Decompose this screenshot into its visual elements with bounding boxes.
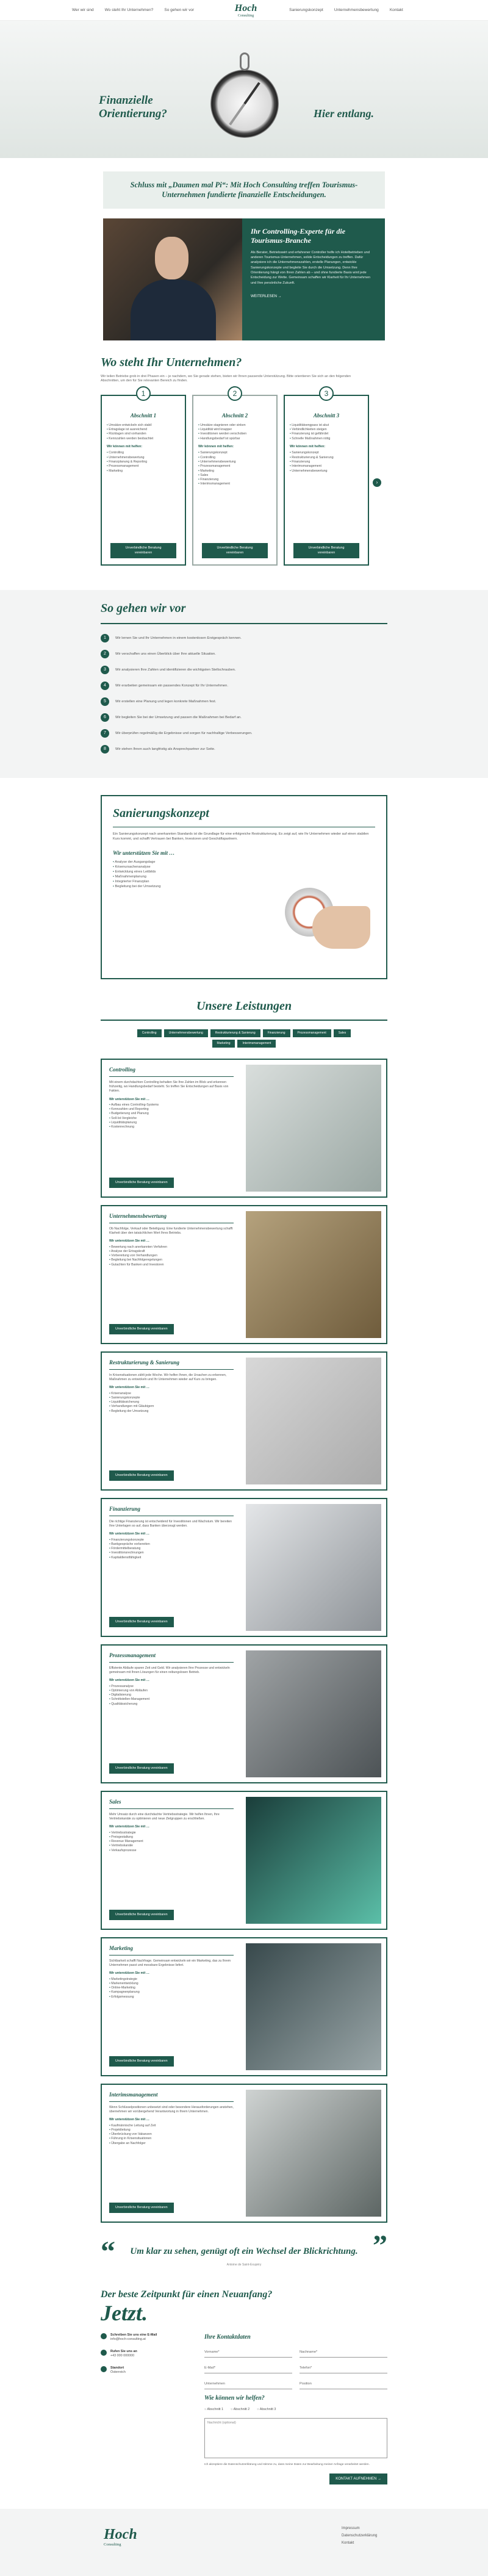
photo-body xyxy=(131,279,216,340)
phase-item: • Finanzierung ist gefährdet xyxy=(290,432,363,436)
service-tag[interactable]: Unternehmensbewertung xyxy=(164,1029,208,1037)
service-item: • Fördermittelberatung xyxy=(109,1547,234,1551)
contact-form xyxy=(204,2333,387,2485)
nav-item[interactable]: Kontakt xyxy=(389,7,403,12)
service-card-valuation xyxy=(101,1205,387,1344)
phase-consult-button[interactable]: Unverbindliche Beratung vereinbaren xyxy=(110,543,176,558)
phase-number: 1 xyxy=(136,386,151,401)
hero-headline xyxy=(99,94,167,121)
phase-help-item: • Finanzplanung & Reporting xyxy=(107,460,180,464)
service-item: • Kampagnenplanung xyxy=(109,1990,234,1995)
phase-item: • Ertragslage ist ausreichend xyxy=(107,428,180,432)
service-list xyxy=(109,1392,234,1414)
concept-subtitle: Wir unterstützen Sie mit … xyxy=(113,849,175,856)
phase-help-item: • Interimsmanagement xyxy=(290,464,363,469)
photo-head xyxy=(155,237,188,279)
phase-item: • Liquiditätsengpass ist akut xyxy=(290,423,363,428)
process-step xyxy=(101,634,387,642)
service-tag[interactable]: Finanzierung xyxy=(263,1029,290,1037)
phase-items xyxy=(107,423,180,441)
divider xyxy=(101,1020,387,1021)
nav-item[interactable]: Unternehmensbewertung xyxy=(334,7,379,12)
contact-phone[interactable] xyxy=(101,2350,186,2359)
service-consult-button[interactable]: Unverbindliche Beratung vereinbaren xyxy=(109,1910,174,1920)
divider xyxy=(109,2101,234,2102)
process-step xyxy=(101,729,387,738)
phase-number: 3 xyxy=(319,386,334,401)
service-item: • Vorbereitung von Verhandlungen xyxy=(109,1254,234,1258)
phase-item: • Kennzahlen werden beobachtet xyxy=(107,437,180,441)
phase-card-3 xyxy=(284,389,378,566)
phase-item: • Umsätze stagnieren oder sinken xyxy=(198,423,271,428)
concept-item: • Entwicklung eines Leitbilds xyxy=(113,870,259,875)
email-field[interactable]: E-Mail* xyxy=(204,2362,292,2373)
service-item: • Liquiditätssicherung xyxy=(109,1400,234,1405)
service-tag[interactable]: Marketing xyxy=(212,1040,235,1048)
contact-email[interactable] xyxy=(101,2333,186,2342)
location-icon xyxy=(101,2366,107,2372)
service-item: • Überbrückung von Vakanzen xyxy=(109,2132,234,2137)
footer-link[interactable]: Kontakt xyxy=(342,2541,354,2545)
service-item: • Optimierung von Abläufen xyxy=(109,1689,234,1693)
service-item: • Gutachten für Banken und Investoren xyxy=(109,1263,234,1267)
process-step xyxy=(101,682,387,690)
concept-item: • Maßnahmenplanung xyxy=(113,875,259,880)
service-item: • Vertriebsstrategie xyxy=(109,1831,234,1835)
service-item: • Kaufmännische Leitung auf Zeit xyxy=(109,2124,234,2128)
contact-info xyxy=(101,2333,186,2485)
phase-item: • Rücklagen sind vorhanden xyxy=(107,432,180,436)
service-item: • Schnittstellen-Management xyxy=(109,1697,234,1702)
contact-title-now: Jetzt. xyxy=(101,2301,148,2326)
service-desc: Die richtige Finanzierung ist entscheidend für Investitionen und Wachstum. Wir bereiten Ihre Unterlagen so auf, dass Banken überzeugt werden. xyxy=(109,1519,232,1528)
site-logo[interactable] xyxy=(234,4,258,18)
service-desc: In Krisensituationen zählt jede Woche. Wir helfen Ihnen, die Ursachen zu erkennen, Maßnahmen zu entwickeln und Ihr Unternehmen wieder auf Kurs zu bringen. xyxy=(109,1373,227,1382)
service-item: • Projektleitung xyxy=(109,2128,234,2132)
service-title: Sales xyxy=(109,1799,121,1805)
service-item: • Bewertung nach anerkannten Verfahren xyxy=(109,1245,234,1250)
process-title: So gehen wir vor xyxy=(101,602,186,616)
service-tag[interactable]: Controlling xyxy=(137,1029,162,1037)
service-list xyxy=(109,2124,234,2146)
phase-title: Abschnitt 1 xyxy=(130,412,157,419)
process-step-text: Wir analysieren Ihre Zahlen und identifizieren die wichtigsten Stellschrauben. xyxy=(115,668,236,672)
phase-help-list xyxy=(198,451,271,486)
hero-section xyxy=(0,21,488,158)
hero-line-2: Orientierung? xyxy=(99,107,167,120)
phase-help-item: • Sanierungskonzept xyxy=(290,451,363,455)
step-number-icon: 4 xyxy=(101,682,109,690)
phase-number: 2 xyxy=(228,386,242,401)
phase-radio[interactable]: ○ Abschnitt 2 xyxy=(231,2408,249,2412)
divider xyxy=(109,1662,234,1663)
phase-help-item: • Sanierungskonzept xyxy=(198,451,271,455)
phase-help-list xyxy=(290,451,363,473)
quote-author: Antoine de Saint-Exupéry xyxy=(226,2262,262,2267)
service-consult-button[interactable]: Unverbindliche Beratung vereinbaren xyxy=(109,1324,174,1334)
phase-help-item: • Controlling xyxy=(107,451,180,455)
concept-item: • Krisenursachenanalyse xyxy=(113,865,259,870)
service-image xyxy=(246,1211,381,1338)
hero-line-1: Finanzielle xyxy=(99,94,153,107)
service-sub: Wir unterstützen Sie mit … xyxy=(109,1239,149,1243)
service-item: • Erfolgsmessung xyxy=(109,1995,234,1999)
nav-item[interactable]: Sanierungskonzept xyxy=(289,7,323,12)
service-sub: Wir unterstützen Sie mit … xyxy=(109,1532,149,1536)
expert-section xyxy=(103,218,385,340)
position-title: Wo steht Ihr Unternehmen? xyxy=(101,355,242,369)
process-step xyxy=(101,745,387,754)
form-title: Ihre Kontaktdaten xyxy=(204,2333,251,2340)
service-item: • Begleitung bei Nachfolgeregelungen xyxy=(109,1258,234,1262)
service-list xyxy=(109,1685,234,1707)
service-image xyxy=(246,1943,381,2070)
closing-quote-text: Um klar zu sehen, genügt oft ein Wechsel der Blickrichtung. xyxy=(130,2247,358,2257)
service-image xyxy=(246,1650,381,1777)
hand-shape xyxy=(312,906,370,949)
phase-help-item: • Finanzierung xyxy=(198,478,271,482)
phase-help-item: • Restrukturierung & Sanierung xyxy=(290,456,363,460)
expert-box xyxy=(242,218,385,340)
phase-help-item: • Marketing xyxy=(198,469,271,473)
service-consult-button[interactable]: Unverbindliche Beratung vereinbaren xyxy=(109,1763,174,1774)
compass-ring xyxy=(240,52,249,71)
concept-text: Ein Sanierungskonzept nach anerkannten Standards ist die Grundlage für eine erfolgreiche Restrukturierung. Es zeigt auf, wie Ihr Unternehmen wieder auf einen stabilen Kurs kommt, und schafft Vertrauen bei Banken, Investoren und Geschäftspartnern. xyxy=(113,832,369,841)
step-number-icon: 2 xyxy=(101,650,109,658)
step-number-icon: 6 xyxy=(101,713,109,722)
service-title: Marketing xyxy=(109,1945,134,1952)
process-step-text: Wir verschaffen uns einen Überblick über Ihre aktuelle Situation. xyxy=(115,652,216,657)
concept-item: • Begleitung bei der Umsetzung xyxy=(113,885,259,890)
service-desc: Mehr Umsatz durch eine durchdachte Vertriebsstrategie. Wir helfen Ihnen, Ihre Vertriebskanäle zu optimieren und neue Zielgruppen zu erschließen. xyxy=(109,1812,220,1821)
phase-title: Abschnitt 3 xyxy=(313,412,340,419)
phase-help-item: • Prozessmanagement xyxy=(198,464,271,469)
process-step xyxy=(101,713,387,722)
phase-item: • Handlungsbedarf ist spürbar xyxy=(198,437,271,441)
service-sub: Wir unterstützen Sie mit … xyxy=(109,1971,149,1976)
phase-help-item: • Unternehmensbewertung xyxy=(198,460,271,464)
phase-help-item: • Marketing xyxy=(107,469,180,473)
service-item: • Qualitätssicherung xyxy=(109,1702,234,1707)
concept-item: • Integrierter Finanzplan xyxy=(113,880,259,885)
service-item: • Finanzierungskonzepte xyxy=(109,1538,234,1542)
service-title: Controlling xyxy=(109,1067,136,1073)
nav-item[interactable]: So gehen wir vor xyxy=(164,7,195,12)
phase-help-item: • Interimsmanagement xyxy=(198,482,271,486)
phase-help-item: • Controlling xyxy=(198,456,271,460)
footer-link[interactable]: Impressum xyxy=(342,2527,360,2531)
step-number-icon: 5 xyxy=(101,697,109,706)
service-tag[interactable]: Prozessmanagement xyxy=(293,1029,331,1037)
service-desc: Sichtbarkeit schafft Nachfrage. Gemeinsam entwickeln wir ein Marketing, das zu Ihrem Unternehmen passt und messbare Ergebnisse liefert. xyxy=(109,1959,231,1968)
process-step xyxy=(101,650,387,658)
service-sub: Wir unterstützen Sie mit … xyxy=(109,1825,149,1829)
concept-section xyxy=(101,795,387,979)
service-item: • Kapitaldienstfähigkeit xyxy=(109,1556,234,1560)
contact-location xyxy=(101,2366,186,2375)
service-item: • Prozessanalyse xyxy=(109,1685,234,1689)
service-item: • Vertriebskanäle xyxy=(109,1844,234,1848)
service-consult-button[interactable]: Unverbindliche Beratung vereinbaren xyxy=(109,1178,174,1188)
contact-label: Schreiben Sie uns eine E-Mail xyxy=(110,2333,157,2337)
service-card-controlling xyxy=(101,1059,387,1198)
company-field[interactable]: Unternehmen xyxy=(204,2378,292,2389)
service-image xyxy=(246,2090,381,2217)
consent-checkbox[interactable]: Ich akzeptiere die Datenschutzerklärung und stimme zu, dass meine Daten zur Bearbeitung meiner Anfrage verarbeitet werden. xyxy=(204,2463,370,2467)
last-name-field[interactable]: Nachname* xyxy=(300,2347,387,2358)
service-list xyxy=(109,1831,234,1853)
service-image xyxy=(246,1504,381,1631)
closing-quote xyxy=(101,2229,387,2273)
process-step-text: Wir stehen Ihnen auch langfristig als Ansprechpartner zur Seite. xyxy=(115,747,215,752)
process-step-text: Wir lernen Sie und Ihr Unternehmen in einem kostenlosen Erstgespräch kennen. xyxy=(115,636,242,641)
service-tags xyxy=(128,1029,360,1048)
mail-icon xyxy=(101,2333,107,2339)
footer-logo-sub: Consulting xyxy=(104,2542,121,2547)
service-item: • Budgetierung und Planung xyxy=(109,1112,234,1116)
logo-sub: Consulting xyxy=(237,14,254,18)
phase-radio[interactable]: ○ Abschnitt 1 xyxy=(204,2408,223,2412)
footer-logo[interactable] xyxy=(104,2527,137,2547)
service-tag[interactable]: Restrukturierung & Sanierung xyxy=(210,1029,260,1037)
service-tag[interactable]: Sales xyxy=(334,1029,351,1037)
service-consult-button[interactable]: Unverbindliche Beratung vereinbaren xyxy=(109,2203,174,2213)
intro-quote: Schluss mit „Daumen mal Pi“: Mit Hoch Consulting treffen Tourismus-Unternehmen fundierte finanzielle Entscheidungen. xyxy=(103,171,385,209)
service-list xyxy=(109,1977,234,1999)
contact-section xyxy=(101,2288,387,2485)
submit-button[interactable]: KONTAKT AUFNEHMEN → xyxy=(329,2473,387,2484)
service-item: • Analyse der Ertragskraft xyxy=(109,1250,234,1254)
services-title: Unsere Leistungen xyxy=(196,999,292,1013)
phase-radio[interactable]: ○ Abschnitt 3 xyxy=(257,2408,276,2412)
service-item: • Soll-Ist-Vergleiche xyxy=(109,1117,234,1121)
service-sub: Wir unterstützen Sie mit … xyxy=(109,1678,149,1683)
service-item: • Krisenanalyse xyxy=(109,1392,234,1396)
service-item: • Digitalisierung xyxy=(109,1693,234,1697)
process-step-text: Wir erstellen eine Planung und legen konkrete Maßnahmen fest. xyxy=(115,700,217,704)
phase-help-title: Wir können mit helfen: xyxy=(290,444,326,448)
process-step xyxy=(101,666,387,674)
quote-open-icon: “ xyxy=(101,2236,115,2268)
phase-help-item: • Unternehmensbewertung xyxy=(107,456,180,460)
service-item: • Aufbau eines Controlling-Systems xyxy=(109,1103,234,1107)
compass-image xyxy=(210,70,279,138)
consultant-photo xyxy=(103,218,242,340)
logo-mark: Hoch xyxy=(234,3,257,13)
message-textarea[interactable]: Nachricht (optional) xyxy=(204,2418,387,2458)
service-desc: Wenn Schlüsselpositionen unbesetzt sind oder besondere Herausforderungen anstehen, übernehmen wir vorübergehend Verantwortung in Ihrem Unternehmen. xyxy=(109,2105,234,2114)
phone-icon xyxy=(101,2350,107,2356)
service-sub: Wir unterstützen Sie mit … xyxy=(109,1097,149,1101)
service-list xyxy=(109,1103,234,1130)
concept-title: Sanierungskonzept xyxy=(113,807,209,821)
service-item: • Markenentwicklung xyxy=(109,1982,234,1986)
service-desc: Effiziente Abläufe sparen Zeit und Geld. Wir analysieren Ihre Prozesse und entwickeln gemeinsam mit Ihnen Lösungen für einen reibungslosen Betrieb. xyxy=(109,1666,230,1675)
service-item: • Bankgespräche vorbereiten xyxy=(109,1542,234,1547)
contact-value: Österreich xyxy=(110,2370,126,2375)
phase-consult-button[interactable]: Unverbindliche Beratung vereinbaren xyxy=(293,543,359,558)
service-item: • Verkaufsprozesse xyxy=(109,1849,234,1853)
service-title: Prozessmanagement xyxy=(109,1652,156,1659)
service-desc: Mit einem durchdachten Controlling behalten Sie Ihre Zahlen im Blick und erkennen frühzeitig, wo Handlungsbedarf besteht. So treffen Sie Entscheidungen auf Basis von Fakten. xyxy=(109,1080,229,1093)
service-card-process xyxy=(101,1644,387,1783)
service-image xyxy=(246,1358,381,1484)
quote-close-icon: ” xyxy=(373,2229,387,2262)
service-title: Restrukturierung & Sanierung xyxy=(109,1359,180,1366)
phase-items xyxy=(290,423,363,441)
phase-help-title: Wir können mit helfen: xyxy=(198,444,234,448)
service-item: • Investitionsrechnungen xyxy=(109,1551,234,1555)
next-arrow-icon[interactable]: › xyxy=(373,478,381,487)
phase-radio-group xyxy=(204,2408,387,2412)
service-item: • Marketingstrategie xyxy=(109,1977,234,1982)
service-desc: Ob Nachfolge, Verkauf oder Beteiligung: Eine fundierte Unternehmensbewertung schafft Klarheit über den tatsächlichen Wert Ihres Betriebs. xyxy=(109,1226,233,1236)
service-sub: Wir unterstützen Sie mit … xyxy=(109,1386,149,1390)
service-image xyxy=(246,1065,381,1192)
position-field[interactable]: Position xyxy=(300,2378,387,2389)
process-steps xyxy=(101,634,387,754)
service-list xyxy=(109,1538,234,1560)
service-item: • Begleitung der Umsetzung xyxy=(109,1409,234,1414)
phase-item: • Liquidität wird knapper xyxy=(198,428,271,432)
phase-help-item: • Sales xyxy=(198,473,271,478)
hero-tagline: Hier entlang. xyxy=(314,107,375,120)
expert-text: Als Berater, Betriebswirt und erfahrener Controller helfe ich Hotelbetrieben und anderen Tourismus-Unternehmen, solide Entscheidungen zu treffen. Dafür analysiere ich die Unternehmenszahlen, erstelle Planungen, entwickle Sanierungskonzepte und begleite Sie durch die Umsetzung. Denn Ihre Orientierung hängt von Ihren Zahlen ab – und ohne fundierte Basis wird jede Entscheidung zur Wette. Gemeinsam schaffen wir Klarheit für Ihr Unternehmen und Ihre persönliche Zukunft. xyxy=(251,250,370,285)
service-consult-button[interactable]: Unverbindliche Beratung vereinbaren xyxy=(109,1617,174,1627)
service-list xyxy=(109,1245,234,1267)
service-item: • Verhandlungen mit Gläubigern xyxy=(109,1405,234,1409)
phase-consult-button[interactable]: Unverbindliche Beratung vereinbaren xyxy=(202,543,268,558)
position-section xyxy=(101,354,387,566)
service-item: • Online-Marketing xyxy=(109,1986,234,1990)
service-title: Unternehmensbewertung xyxy=(109,1213,167,1220)
phase-item: • Investitionen werden verschoben xyxy=(198,432,271,436)
contact-title: Der beste Zeitpunkt für einen Neuanfang? xyxy=(101,2289,273,2300)
step-number-icon: 7 xyxy=(101,729,109,738)
footer xyxy=(0,2509,488,2576)
service-item: • Revenue Management xyxy=(109,1840,234,1844)
contact-value: +43 000 000000 xyxy=(110,2354,135,2358)
phase-items xyxy=(198,423,271,441)
divider xyxy=(101,623,387,624)
service-title: Finanzierung xyxy=(109,1506,141,1513)
phase-card-1 xyxy=(101,389,186,566)
service-card-financing xyxy=(101,1498,387,1637)
contact-label: Standort xyxy=(110,2366,124,2370)
service-item: • Übergabe an Nachfolger xyxy=(109,2142,234,2146)
service-item: • Sanierungskonzepte xyxy=(109,1396,234,1400)
phase-help-item: • Unternehmensbewertung xyxy=(290,469,363,473)
service-item: • Kostenrechnung xyxy=(109,1125,234,1129)
step-number-icon: 3 xyxy=(101,666,109,674)
phase-help-title: Wir können mit helfen: xyxy=(107,444,143,448)
expert-title: Ihr Controlling-Experte für die Tourismus-Branche xyxy=(251,226,346,245)
contact-value: info@hoch-consulting.at xyxy=(110,2337,146,2342)
process-step-text: Wir begleiten Sie bei der Umsetzung und passen die Maßnahmen bei Bedarf an. xyxy=(115,716,242,720)
phase-title: Abschnitt 2 xyxy=(221,412,248,419)
first-name-field[interactable]: Vorname* xyxy=(204,2347,292,2358)
nav-item[interactable]: Wer wir sind xyxy=(72,7,94,12)
service-image xyxy=(246,1797,381,1924)
service-card-interim xyxy=(101,2084,387,2223)
step-number-icon: 1 xyxy=(101,634,109,642)
help-title: Wie können wir helfen? xyxy=(204,2394,265,2402)
service-item: • Preisgestaltung xyxy=(109,1835,234,1840)
footer-link[interactable]: Datenschutzerklärung xyxy=(342,2534,378,2538)
service-card-sales xyxy=(101,1791,387,1930)
phase-help-item: • Finanzierung xyxy=(290,460,363,464)
phase-cards xyxy=(101,389,387,566)
process-step-text: Wir überprüfen regelmäßig die Ergebnisse und sorgen für nachhaltige Verbesserungen. xyxy=(115,732,253,736)
hand-compass-image xyxy=(279,882,370,955)
services-section xyxy=(101,998,387,2223)
phase-item: • Schnelle Maßnahmen nötig xyxy=(290,437,363,441)
service-sub: Wir unterstützen Sie mit … xyxy=(109,2118,149,2122)
service-tag[interactable]: Interimsmanagement xyxy=(237,1040,276,1048)
phase-help-item: • Prozessmanagement xyxy=(107,464,180,469)
phase-help-list xyxy=(107,451,180,473)
concept-list xyxy=(113,860,259,889)
concept-item: • Analyse der Ausgangslage xyxy=(113,860,259,865)
read-more-link[interactable]: WEITERLESEN → xyxy=(251,295,282,299)
contact-label: Rufen Sie uns an xyxy=(110,2349,137,2353)
compass-needle xyxy=(229,82,260,125)
phase-item: • Umsätze entwickeln sich stabil xyxy=(107,423,180,428)
divider xyxy=(109,1808,234,1809)
step-number-icon: 8 xyxy=(101,745,109,754)
footer-logo-mark: Hoch xyxy=(104,2527,137,2543)
service-item: • Liquiditätsplanung xyxy=(109,1121,234,1125)
nav-item[interactable]: Wo steht Ihr Unternehmen? xyxy=(104,7,154,12)
service-card-restructuring xyxy=(101,1351,387,1491)
service-item: • Kennzahlen und Reporting xyxy=(109,1107,234,1112)
service-title: Interimsmanagement xyxy=(109,2092,158,2098)
process-step-text: Wir erarbeiten gemeinsam ein passendes Konzept für Ihr Unternehmen. xyxy=(115,684,228,688)
phone-field[interactable]: Telefon* xyxy=(300,2362,387,2373)
service-card-marketing xyxy=(101,1937,387,2076)
phase-item: • Verbindlichkeiten steigen xyxy=(290,428,363,432)
service-consult-button[interactable]: Unverbindliche Beratung vereinbaren xyxy=(109,1470,174,1481)
position-intro: Wir teilen Betriebe grob in drei Phasen ein – je nachdem, wo Sie gerade stehen, bieten wir Ihnen passende Unterstützung. Bitte orientieren Sie sich an den folgenden Abschnitten, um den für Sie relevanten Bereich zu finden. xyxy=(101,374,351,383)
footer-links xyxy=(342,2525,377,2547)
divider xyxy=(109,1076,234,1077)
service-item: • Führung in Krisensituationen xyxy=(109,2137,234,2141)
phase-card-2 xyxy=(192,389,278,566)
process-step xyxy=(101,697,387,706)
divider xyxy=(109,1369,234,1370)
service-consult-button[interactable]: Unverbindliche Beratung vereinbaren xyxy=(109,2056,174,2067)
process-section xyxy=(0,590,488,778)
